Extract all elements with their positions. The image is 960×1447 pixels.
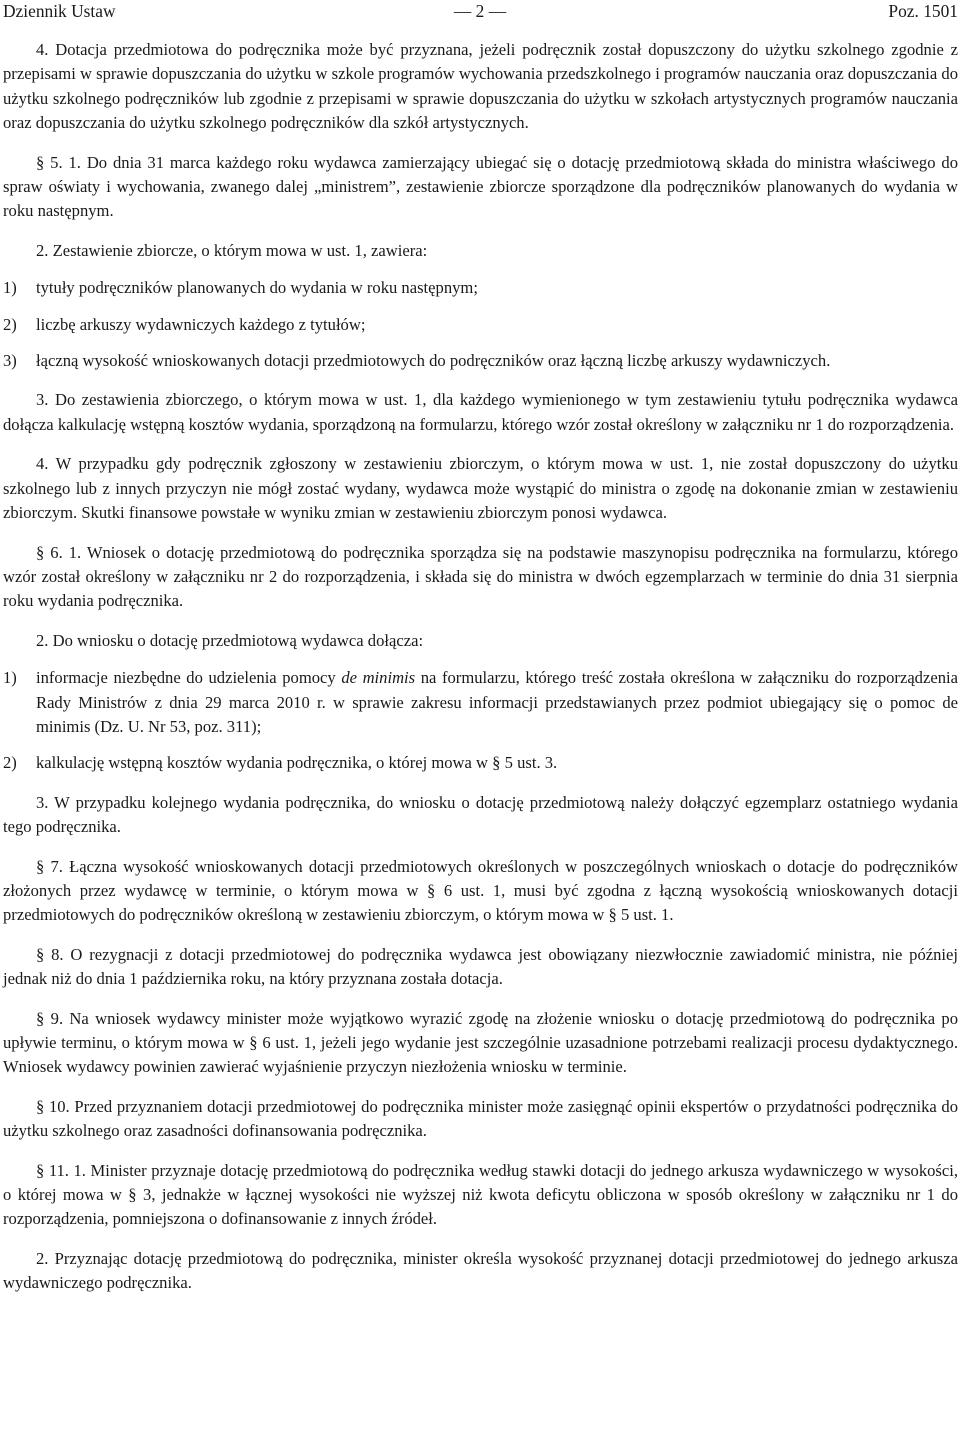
list-item	[3, 313, 958, 337]
list-item	[3, 666, 958, 739]
paragraph-4-4: 4. Dotacja przedmiotowa do podręcznika może być przyznana, jeżeli podręcznik został dopuszczony do użytku szkolnego zgodnie z przepisami w sprawie dopuszczania do użytku w szkole programów wychowania przedszkolnego i programów nauczania oraz dopuszczania do użytku szkolnego podręczników lub zgodnie z przepisami w sprawie dopuszczania do użytku w szkołach artystycznych programów nauczania oraz dopuszczania do użytku szkolnego podręczników dla szkół artystycznych.	[3, 40, 958, 133]
paragraph-7: § 7. Łączna wysokość wnioskowanych dotacji przedmiotowych określonych w poszczególnych wnioskach o dotacje do podręczników złożonych przez wydawcę w terminie, o którym mowa w § 6 ust. 1, musi być zgodna z łączną wysokością wnioskowanych dotacji przedmiotowych do podręczników określoną w zestawieniu zbiorczym, o którym mowa w § 5 ust. 1.	[3, 856, 958, 925]
document-body	[3, 38, 958, 1296]
journal-title: Dziennik Ustaw	[3, 1, 116, 21]
paragraph-6-3: 3. W przypadku kolejnego wydania podręcznika, do wniosku o dotację przedmiotową należy dołączyć egzemplarz ostatniego wydania tego podręcznika.	[3, 792, 958, 837]
list-item-text: łączną wysokość wnioskowanych dotacji przedmiotowych do podręczników oraz łączną liczbę arkuszy wydawniczych.	[36, 351, 831, 371]
paragraph-11-1: § 11. 1. Minister przyznaje dotację przedmiotową do podręcznika według stawki dotacji do jednego arkusza wydawniczego w wysokości, o której mowa w § 3, jednakże w łącznej wysokości nie wyższej niż kwota deficytu obliczona w sposób określony w załączniku nr 1 do rozporządzenia, pomniejszona o dofinansowanie z innych źródeł.	[3, 1160, 958, 1229]
list-item-text-part: informacje niezbędne do udzielenia pomocy	[36, 668, 342, 688]
paragraph-5-3: 3. Do zestawienia zbiorczego, o którym mowa w ust. 1, dla każdego wymienionego w tym zestawieniu tytułu podręcznika wydawca dołącza kalkulację wstępną kosztów wydania, sporządzoną na formularzu, którego wzór został określony w załączniku nr 1 do rozporządzenia.	[3, 390, 958, 434]
paragraph-5-2: 2. Zestawienie zbiorcze, o którym mowa w ust. 1, zawiera:	[36, 240, 428, 260]
paragraph-5-4: 4. W przypadku gdy podręcznik zgłoszony w zestawieniu zbiorczym, o którym mowa w ust. 1, nie został dopuszczony do użytku szkolnego lub z innych przyczyn nie mógł zostać wydany, wydawca może wystąpić do ministra o zgodę na dokonanie zmian w zestawieniu zbiorczym. Skutki finansowe powstałe w wyniku zmian w zestawieniu zbiorczym ponosi wydawca.	[3, 454, 958, 523]
list-item	[3, 751, 958, 775]
position-number: Poz. 1501	[888, 1, 958, 21]
list-item-number: 1)	[3, 278, 17, 298]
list-item-text: kalkulację wstępną kosztów wydania podręcznika, o której mowa w § 5 ust. 3.	[36, 753, 558, 773]
list-item-number: 2)	[3, 753, 17, 773]
list-item-number: 3)	[3, 351, 17, 371]
paragraph-5-1: § 5. 1. Do dnia 31 marca każdego roku wydawca zamierzający ubiegać się o dotację przedmiotową składa do ministra właściwego do spraw oświaty i wychowania, zwanego dalej „ministrem”, zestawienie zbiorcze sporządzone dla podręczników planowanych do wydania w roku następnym.	[3, 152, 958, 221]
italic-term: de minimis	[341, 668, 416, 688]
paragraph-11-2: 2. Przyznając dotację przedmiotową do podręcznika, minister określa wysokość przyznanej dotacji przedmiotowej do jednego arkusza wydawniczego podręcznika.	[3, 1248, 958, 1293]
paragraph-10: § 10. Przed przyznaniem dotacji przedmiotowej do podręcznika minister może zasięgnąć opinii ekspertów o przydatności podręcznika do użytku szkolnego oraz zasadności dofinansowania podręcznika.	[3, 1096, 958, 1141]
paragraph-9: § 9. Na wniosek wydawcy minister może wyjątkowo wyrazić zgodę na złożenie wniosku o dotację przedmiotową do podręcznika po upływie terminu, o którym mowa w § 6 ust. 1, jeżeli jego wydanie jest szczególnie uzasadnione potrzebami realizacji procesu dydaktycznego. Wniosek wydawcy powinien zawierać wyjaśnienie przyczyn niezłożenia wniosku w terminie.	[3, 1008, 958, 1077]
paragraph-6-2: 2. Do wniosku o dotację przedmiotową wydawca dołącza:	[36, 630, 424, 650]
list-item-text: tytuły podręczników planowanych do wydania w roku następnym;	[36, 278, 478, 298]
list-item-number: 2)	[3, 314, 17, 334]
paragraph-8: § 8. O rezygnacji z dotacji przedmiotowej do podręcznika wydawca jest obowiązany niezwłocznie zawiadomić ministra, nie później jednak niż do dnia 1 października roku, na który przyznana została dotacja.	[3, 944, 958, 989]
paragraph-6-1: § 6. 1. Wniosek o dotację przedmiotową do podręcznika sporządza się na podstawie maszynopisu podręcznika na formularzu, którego wzór został określony w załączniku nr 2 do rozporządzenia, i składa się do ministra w dwóch egzemplarzach w terminie do dnia 31 sierpnia roku wydania podręcznika.	[3, 542, 958, 611]
page-number: — 2 —	[453, 1, 507, 21]
list-item	[3, 349, 958, 373]
list-item-text: liczbę arkuszy wydawniczych każdego z tytułów;	[36, 314, 366, 334]
list-item-text-part: na formularzu, którego treść została określona w załączniku do rozporządzenia Rady Ministrów z dnia 29 marca 2010 r. w sprawie zakresu informacji przedstawianych przez podmiot ubiegający się o pomoc de minimis (Dz. U. Nr 53, poz. 311);	[36, 668, 958, 736]
list-item	[3, 276, 958, 300]
page-header	[3, 0, 958, 26]
list-item-number: 1)	[3, 668, 17, 688]
